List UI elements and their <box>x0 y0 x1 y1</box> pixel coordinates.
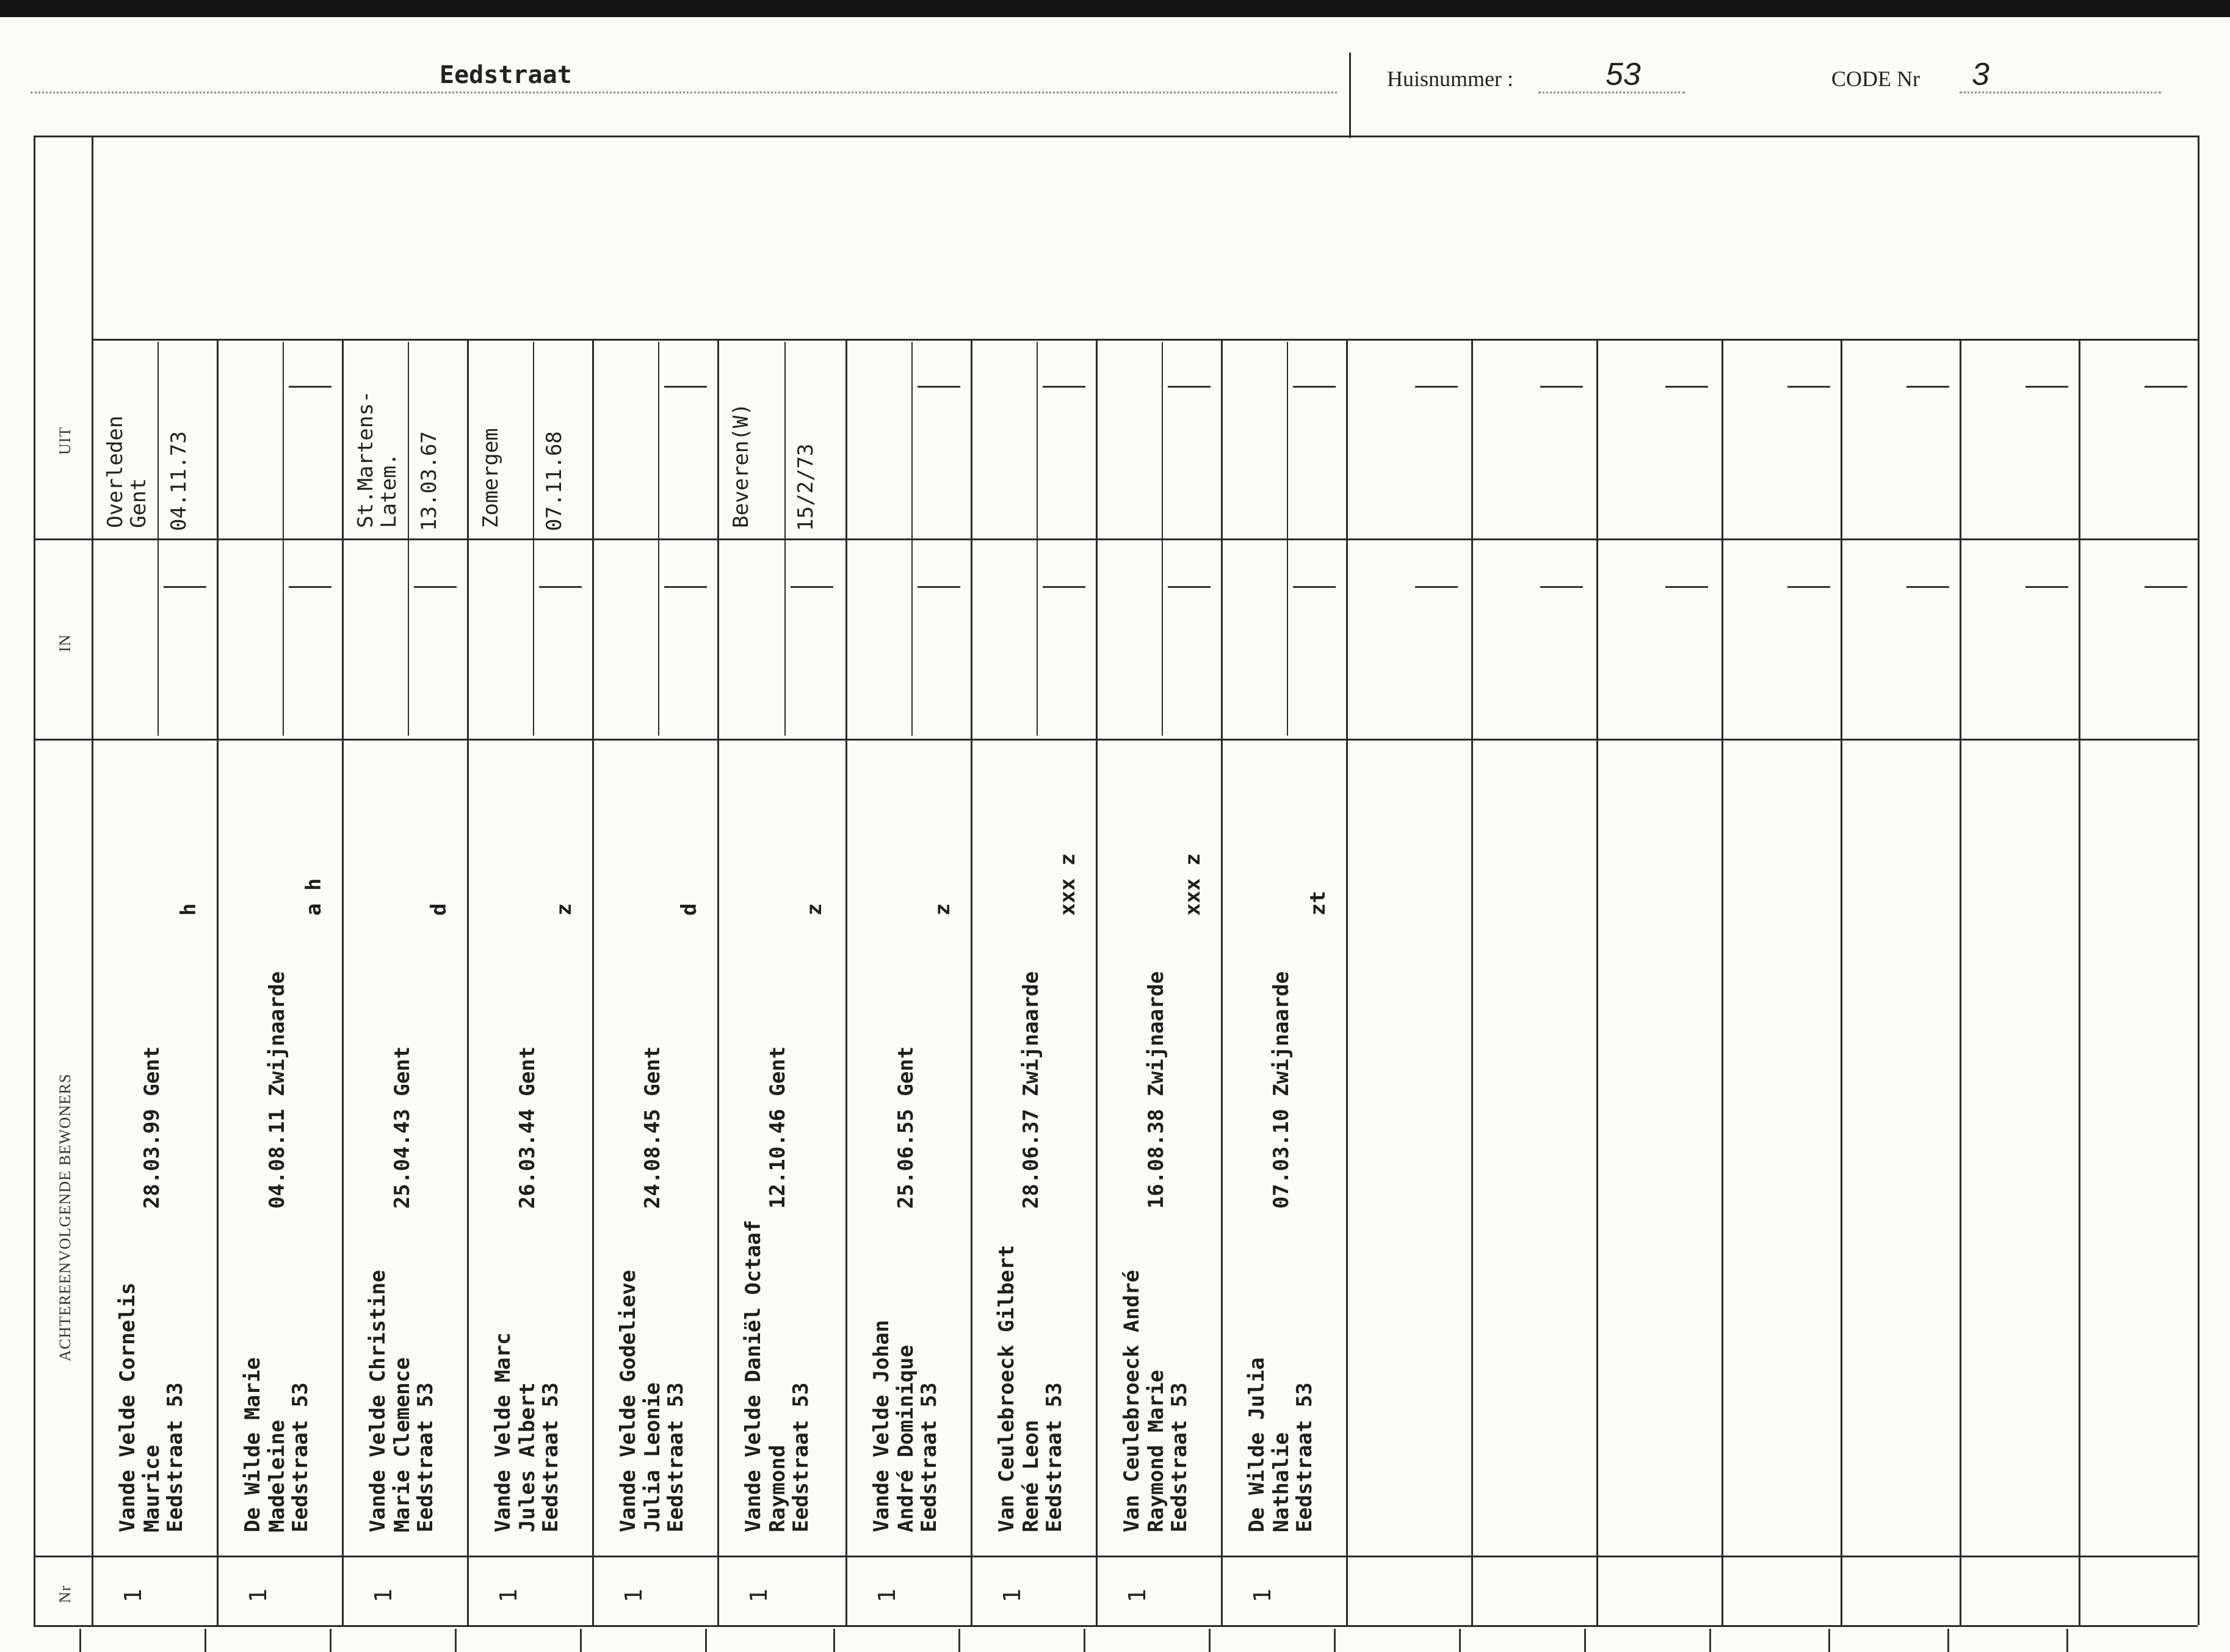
resident-name-line1: Vande Velde Daniël Octaaf <box>741 1220 766 1532</box>
in-column-dash <box>164 586 206 588</box>
resident-birth: 25.04.43 Gent <box>390 1046 415 1209</box>
scan-bottom-tick <box>205 1629 206 1652</box>
resident-name-line2: Jules Albert <box>515 1382 540 1532</box>
inner-rule <box>533 342 534 736</box>
uit-column-dash <box>918 386 960 388</box>
resident-name-line1: Vande Velde Godelieve <box>616 1270 640 1532</box>
huisnummer-label: Huisnummer : <box>1387 67 1513 91</box>
uit-place: Beveren(W) <box>729 403 753 528</box>
resident-code: z <box>930 903 955 916</box>
in-column-dash <box>414 586 457 588</box>
inner-rule <box>1037 342 1038 736</box>
empty-in-dash <box>1540 586 1583 588</box>
resident-address: Eedstraat 53 <box>413 1382 438 1532</box>
resident-name-line1: Van Ceulebroeck Gilbert <box>994 1245 1019 1532</box>
row-column-line <box>1596 339 1598 1625</box>
column-label-nr: Nr <box>56 1585 74 1603</box>
empty-uit-dash <box>1665 386 1708 388</box>
row-column-line <box>1471 339 1473 1625</box>
resident-code: z <box>552 903 576 916</box>
uit-column-dash <box>289 386 331 388</box>
street-dotted-line <box>31 92 1337 93</box>
empty-uit-dash <box>1415 386 1458 388</box>
table-bottom-border <box>34 1625 2198 1627</box>
resident-name-line1: Vande Velde Cornelis <box>115 1282 140 1532</box>
code-value: 3 <box>1972 57 1989 92</box>
resident-name-line2: René Leon <box>1019 1419 1043 1532</box>
resident-nr: 1 <box>1124 1589 1151 1603</box>
resident-name-line2: Madeleine <box>265 1419 289 1532</box>
resident-nr: 1 <box>620 1589 647 1603</box>
empty-uit-dash <box>1540 386 1583 388</box>
table-left-border <box>34 136 35 1625</box>
resident-name-line1: Vande Velde Marc <box>491 1332 515 1532</box>
row-column-line <box>467 339 469 1625</box>
in-column-dash <box>1293 586 1336 588</box>
uit-date: 07.11.68 <box>541 431 567 531</box>
resident-name-line2: Maurice <box>140 1444 164 1532</box>
scan-bottom-tick <box>1209 1629 1211 1652</box>
row-column-line <box>717 339 719 1625</box>
resident-name-line1: Vande Velde Christine <box>366 1270 390 1532</box>
scan-bottom-tick <box>79 1629 81 1652</box>
row-column-line <box>217 339 219 1625</box>
resident-name-line1: De Wilde Julia <box>1245 1357 1269 1532</box>
inner-rule <box>408 342 409 736</box>
resident-nr: 1 <box>1249 1589 1276 1603</box>
resident-code: a h <box>302 878 326 916</box>
uit-column-dash <box>664 386 707 388</box>
scan-bottom-tick <box>1084 1629 1085 1652</box>
resident-name-line1: Vande Velde Johan <box>869 1320 894 1532</box>
empty-in-dash <box>2145 586 2187 588</box>
in-column-dash <box>539 586 582 588</box>
uit-date: 04.11.73 <box>166 431 191 531</box>
resident-name-line1: De Wilde Marie <box>241 1357 265 1532</box>
code-dotted-line <box>1960 92 2161 93</box>
uit-place: St.Martens- Latem. <box>353 390 401 528</box>
row-column-line <box>592 339 594 1625</box>
scan-top-edge <box>0 0 2230 17</box>
resident-name-line2: Raymond <box>766 1444 790 1532</box>
empty-in-dash <box>1906 586 1949 588</box>
scan-bottom-tick <box>958 1629 960 1652</box>
inner-rule <box>1162 342 1163 736</box>
section-line-uit-in <box>34 538 2198 540</box>
row-column-line <box>1096 339 1098 1625</box>
empty-uit-dash <box>2025 386 2068 388</box>
resident-code: xxx z <box>1055 853 1080 916</box>
resident-nr: 1 <box>874 1589 900 1603</box>
inner-rule <box>1287 342 1288 736</box>
resident-name-line2: André Dominique <box>894 1344 918 1532</box>
resident-address: Eedstraat 53 <box>789 1382 813 1532</box>
uit-date: 15/2/73 <box>794 443 818 531</box>
uit-column-dash <box>1168 386 1211 388</box>
inner-rule <box>784 342 786 736</box>
empty-uit-dash <box>1906 386 1949 388</box>
resident-name-line2: Julia Leonie <box>640 1382 665 1532</box>
resident-nr: 1 <box>245 1589 272 1603</box>
resident-address: Eedstraat 53 <box>917 1382 941 1532</box>
scan-bottom-tick <box>330 1629 331 1652</box>
scan-bottom-tick <box>1947 1629 1949 1652</box>
empty-in-dash <box>1787 586 1830 588</box>
scan-bottom-tick <box>1709 1629 1711 1652</box>
row-column-line <box>845 339 847 1625</box>
resident-name-line1: Van Ceulebroeck André <box>1120 1270 1144 1532</box>
column-label-in: IN <box>56 634 74 652</box>
in-column-dash <box>289 586 331 588</box>
table-top-border <box>34 136 2198 137</box>
uit-column-dash <box>1043 386 1085 388</box>
in-column-dash <box>918 586 960 588</box>
resident-birth: 16.08.38 Zwijnaarde <box>1144 971 1168 1209</box>
scan-bottom-tick <box>1828 1629 1830 1652</box>
resident-address: Eedstraat 53 <box>1292 1382 1317 1532</box>
resident-birth: 07.03.10 Zwijnaarde <box>1269 971 1294 1209</box>
resident-nr: 1 <box>120 1589 147 1603</box>
code-label: CODE Nr <box>1831 67 1920 91</box>
scan-bottom-tick <box>833 1629 835 1652</box>
row-column-line <box>1960 339 1961 1625</box>
row-column-line <box>971 339 972 1625</box>
resident-address: Eedstraat 53 <box>288 1382 313 1532</box>
row-column-line <box>342 339 344 1625</box>
scan-bottom-tick <box>1334 1629 1336 1652</box>
resident-birth: 24.08.45 Gent <box>640 1046 665 1209</box>
uit-place: Zomergem <box>479 428 503 528</box>
empty-in-dash <box>1665 586 1708 588</box>
resident-address: Eedstraat 53 <box>538 1382 563 1532</box>
label-column-divider <box>92 136 93 1625</box>
resident-code: zt <box>1306 891 1330 916</box>
resident-code: h <box>176 903 201 916</box>
resident-address: Eedstraat 53 <box>1167 1382 1192 1532</box>
uit-column-dash <box>1293 386 1336 388</box>
header-divider <box>1349 53 1351 138</box>
section-line-bewoners-nr <box>34 1556 2198 1557</box>
section-line-uit-top <box>92 339 2198 341</box>
inner-rule <box>911 342 913 736</box>
empty-in-dash <box>1415 586 1458 588</box>
scan-bottom-tick <box>2066 1629 2068 1652</box>
resident-birth: 28.06.37 Zwijnaarde <box>1019 971 1043 1209</box>
resident-name-line2: Marie Clemence <box>390 1357 415 1532</box>
resident-birth: 28.03.99 Gent <box>140 1046 164 1209</box>
scan-bottom-tick <box>580 1629 582 1652</box>
column-label-bewoners: ACHTEREENVOLGENDE BEWONERS <box>56 1073 74 1361</box>
uit-place: Overleden Gent <box>103 415 151 528</box>
empty-uit-dash <box>1787 386 1830 388</box>
resident-address: Eedstraat 53 <box>1042 1382 1066 1532</box>
huisnummer-dotted-line <box>1538 92 1685 93</box>
resident-nr: 1 <box>495 1589 522 1603</box>
in-column-dash <box>791 586 833 588</box>
resident-birth: 04.08.11 Zwijnaarde <box>265 971 289 1209</box>
resident-code: d <box>677 903 701 916</box>
resident-birth: 26.03.44 Gent <box>515 1046 540 1209</box>
resident-birth: 12.10.46 Gent <box>766 1046 790 1209</box>
resident-code: xxx z <box>1181 853 1205 916</box>
in-column-dash <box>1168 586 1211 588</box>
scan-bottom-tick <box>1459 1629 1461 1652</box>
huisnummer-value: 53 <box>1606 57 1641 92</box>
empty-uit-dash <box>2145 386 2187 388</box>
resident-nr: 1 <box>370 1589 397 1603</box>
resident-birth: 25.06.55 Gent <box>894 1046 918 1209</box>
uit-date: 13.03.67 <box>416 431 441 531</box>
scan-bottom-tick <box>455 1629 457 1652</box>
row-column-line <box>2079 339 2080 1625</box>
resident-code: z <box>802 903 827 916</box>
resident-nr: 1 <box>999 1589 1026 1603</box>
column-label-uit: UIT <box>56 426 74 455</box>
row-column-line <box>1221 339 1223 1625</box>
resident-address: Eedstraat 53 <box>163 1382 187 1532</box>
in-column-dash <box>1043 586 1085 588</box>
scan-bottom-tick <box>1584 1629 1586 1652</box>
in-column-dash <box>664 586 707 588</box>
row-column-line <box>1346 339 1348 1625</box>
resident-code: d <box>427 903 451 916</box>
resident-name-line2: Raymond Marie <box>1144 1369 1168 1532</box>
row-column-line <box>1841 339 1842 1625</box>
scan-bottom-tick <box>705 1629 707 1652</box>
row-column-line <box>1721 339 1723 1625</box>
table-right-border <box>2198 136 2199 1625</box>
inner-rule <box>157 342 159 736</box>
resident-name-line2: Nathalie <box>1269 1432 1294 1532</box>
inner-rule <box>658 342 659 736</box>
resident-nr: 1 <box>745 1589 772 1603</box>
inner-rule <box>283 342 284 736</box>
street-label: Eedstraat <box>440 61 572 89</box>
section-line-in-bewoners <box>34 739 2198 741</box>
empty-in-dash <box>2025 586 2068 588</box>
resident-address: Eedstraat 53 <box>664 1382 688 1532</box>
